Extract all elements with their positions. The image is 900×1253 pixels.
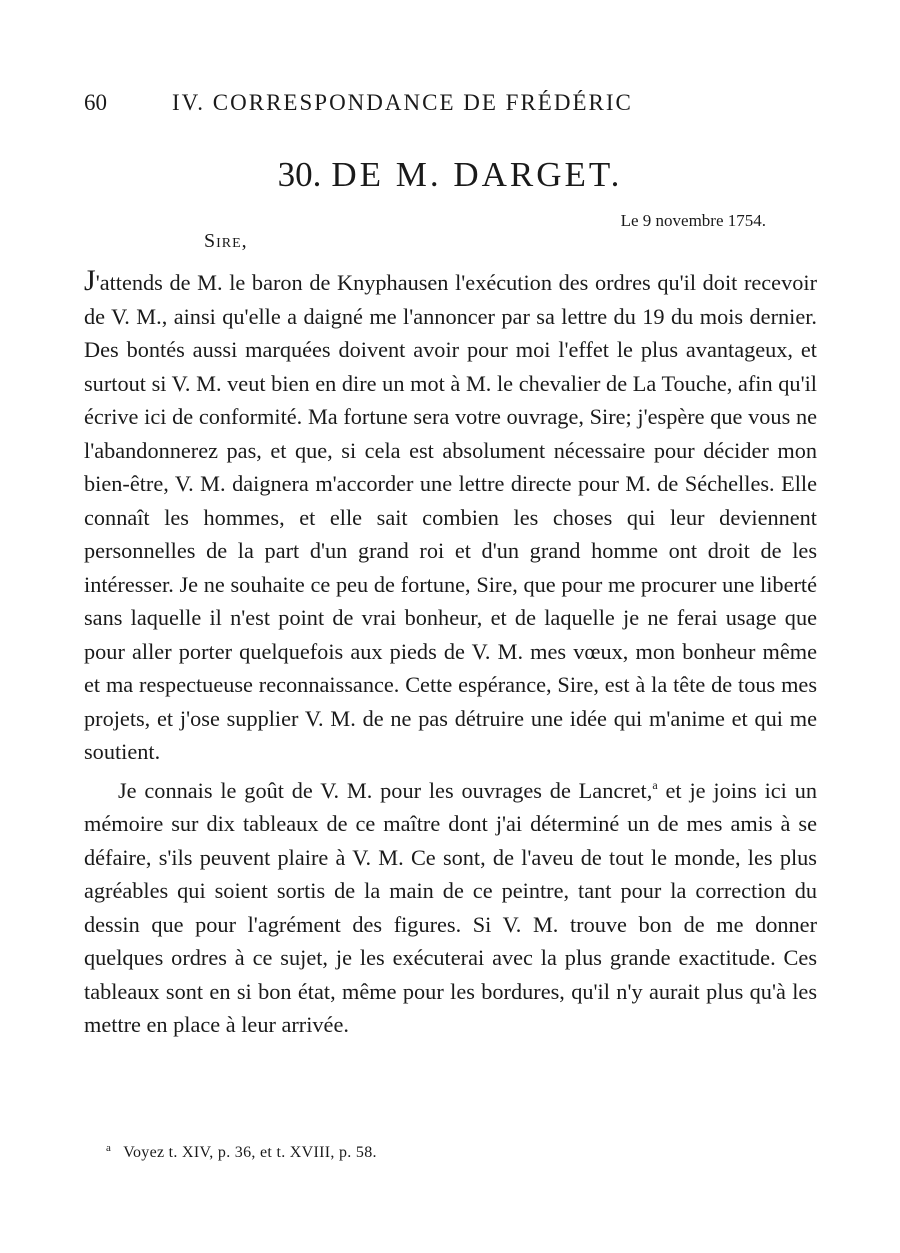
letter-date: Le 9 novembre 1754. [620,211,766,230]
paragraph-2 [84,769,817,1042]
running-head [84,90,804,116]
drop-cap: J [84,264,96,297]
paragraph-1 [84,266,817,769]
letter-body [84,266,817,1042]
running-head-title: IV. CORRESPONDANCE DE FRÉDÉRIC [172,90,633,115]
footnote-mark: a [106,1142,112,1154]
letter-number: 30. [277,155,322,194]
page-number: 60 [84,90,107,115]
paragraph-2-text-after-note: et je joins ici un mémoire sur dix tableaux de ce maître dont j'ai déterminé un de mes amis à se défaire, s'ils peuvent plaire à V. M. Ce sont, de l'aveu de tout le monde, les plus agréables qui soient sortis de la main de ce peintre, tant pour la correction du dessin que pour l'agrément des figures. Si V. M. trouve bon de me donner quelques ordres à ce sujet, je les exécuterai avec la plus grande exactitude. Ces tableaux sont en si bon état, même pour les bordures, qu'il n'y aurait plus qu'à les mettre en place à leur arrivée. [84,777,818,1037]
salutation: Sire, [204,230,248,252]
paragraph-1-text: 'attends de M. le baron de Knyphausen l'exécution des ordres qu'il doit recevoir de V. M., ainsi qu'elle a daigné me l'annoncer par sa lettre du 19 du mois dernier. Des bontés aussi marquées doivent avoir pour moi l'effet le plus avantageux, et surtout si V. M. veut bien en dire un mot à M. le chevalier de La Touche, afin qu'il écrive ici de conformité. Ma fortune sera votre ouvrage, Sire; j'espère que vous ne l'abandonnerez pas, et que, si cela est absolument nécessaire pour décider mon bien-être, V. M. daignera m'accorder une lettre directe pour M. de Séchelles. Elle connaît les hommes, et elle sait combien les choses qui leur deviennent personnelles de la part d'un grand roi et d'un grand homme ont droit de les intéresser. Je ne souhaite ce peu de fortune, Sire, que pour me procurer une liberté sans laquelle il n'est point de vrai bonheur, et de laquelle je ne ferai usage que pour aller porter quelquefois aux pieds de V. M. mes vœux, mon bonheur même et ma respectueuse reconnaissance. Cette espérance, Sire, est à la tête de tous mes projets, et j'ose supplier V. M. de ne pas détruire une idée qui m'anime et qui me soutient. [84,270,817,764]
footnote-reference[interactable]: a [652,777,658,792]
letter-heading [0,155,900,195]
footnote [106,1142,377,1162]
paragraph-2-text-before-note: Je connais le goût de V. M. pour les ouvrages de Lancret, [118,777,653,803]
letter-title: DE M. DARGET. [331,155,623,194]
footnote-text: Voyez t. XIV, p. 36, et t. XVIII, p. 58. [123,1144,377,1161]
